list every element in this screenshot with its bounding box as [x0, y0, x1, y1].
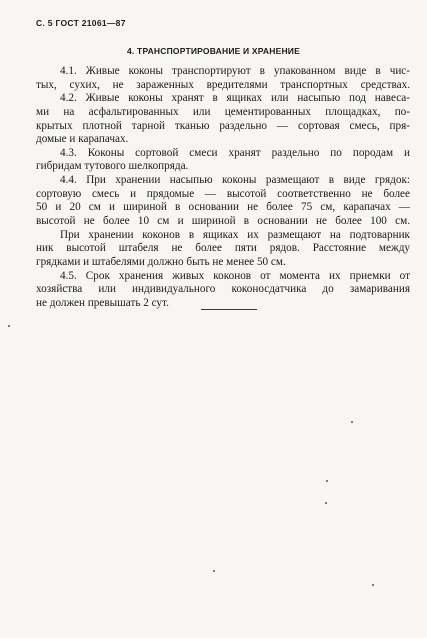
paragraph-line: При хранении коконов в ящиках их размещают на подтоварник	[60, 229, 410, 241]
paragraph-line: крытых плотной тарной тканью раздельно — сортовая смесь, пря-	[36, 120, 410, 132]
paragraph-line: 4.1. Живые коконы транспортируют в упакованном виде в чис-	[60, 65, 410, 77]
scan-speck	[213, 570, 215, 572]
paragraph-line: 4.3. Коконы сортовой смеси хранят раздельно по породам и	[60, 147, 410, 159]
paragraph-line: тых, сухих, не зараженных вредителями транспортных средствах.	[36, 79, 410, 91]
paragraph-line: 4.5. Срок хранения живых коконов от момента их приемки от	[60, 270, 410, 282]
scan-speck	[351, 421, 353, 423]
scan-speck	[325, 502, 327, 504]
paragraph-line: сортовую смесь и прядомые — высотой соответственно не более	[36, 188, 410, 200]
paragraph-line: высотой не более 10 см и шириной в основании не более 100 см.	[36, 215, 410, 227]
paragraph-line: домые и карапачах.	[36, 133, 129, 145]
end-rule	[201, 309, 257, 310]
paragraph-line: гибридам тутового шелкопряда.	[36, 160, 189, 172]
paragraph-line: 50 и 20 см и шириной в основании не более 75 см, карапачах —	[36, 201, 410, 213]
page-header: С. 5 ГОСТ 21061—87	[36, 18, 126, 28]
paragraph-line: не должен превышать 2 сут.	[36, 297, 169, 309]
paragraph-line: грядками и штабелями должно быть не менее 50 см.	[36, 256, 286, 268]
scan-speck	[372, 584, 374, 586]
scan-speck	[8, 325, 10, 327]
paragraph-line: ми на асфальтированных или цементированных площадках, по-	[36, 106, 410, 118]
paragraph-line: 4.2. Живые коконы хранят в ящиках или насыпью под навеса-	[60, 92, 410, 104]
paragraph-line: ник высотой штабеля не более пяти рядов. Расстояние между	[36, 242, 410, 254]
paragraph-line: хозяйства или индивидуального коконосдатчика до замаривания	[36, 283, 410, 295]
paragraph-line: 4.4. При хранении насыпью коконы размещают в виде грядок:	[60, 174, 410, 186]
section-title: 4. ТРАНСПОРТИРОВАНИЕ И ХРАНЕНИЕ	[127, 46, 300, 56]
scan-speck	[326, 480, 328, 482]
